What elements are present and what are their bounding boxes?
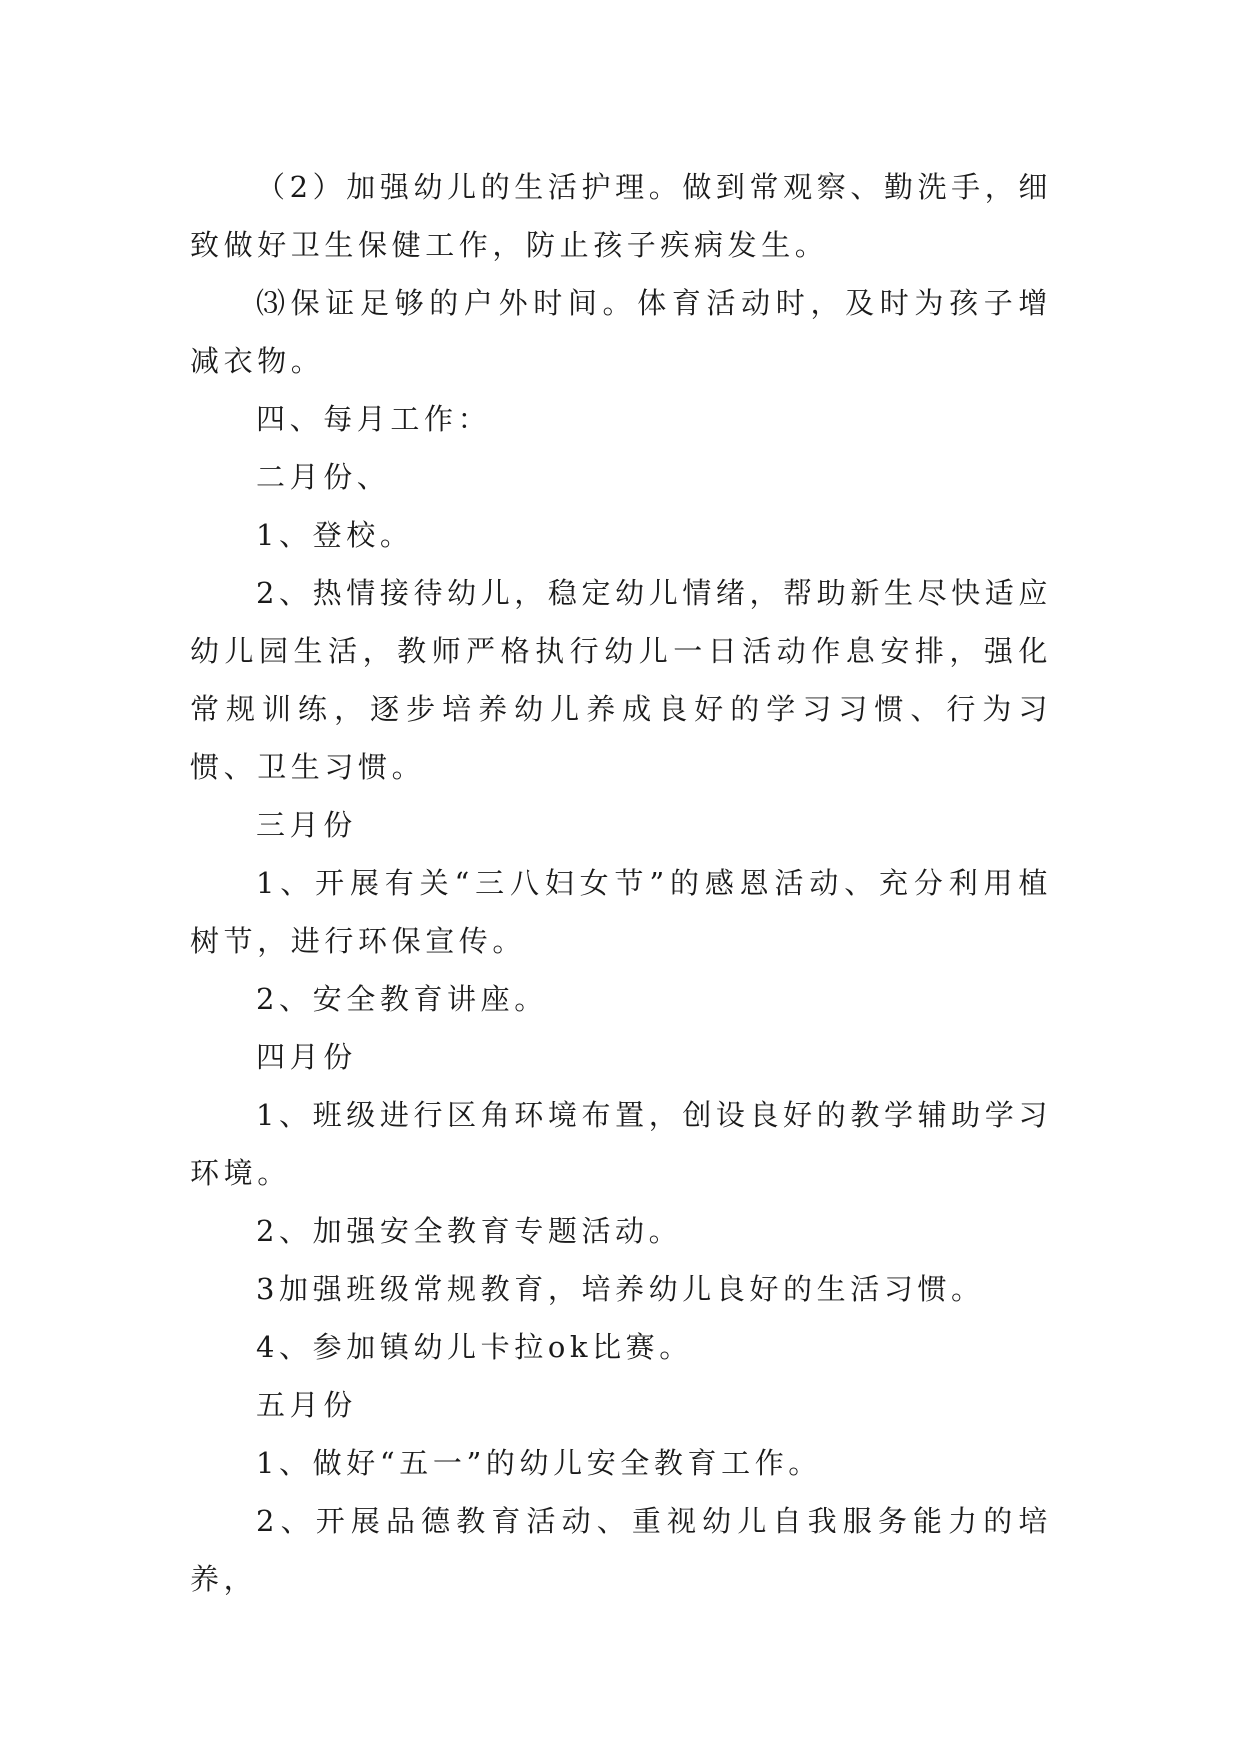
list-item-apr-1: 1、班级进行区角环境布置，创设良好的教学辅助学习环境。 [190, 1098, 1052, 1190]
month-heading-may: 五月份 [256, 1388, 357, 1422]
list-item-apr-2: 2、加强安全教育专题活动。 [256, 1214, 683, 1248]
list-item-mar-2: 2、安全教育讲座。 [256, 982, 548, 1016]
month-heading-march: 三月份 [256, 808, 357, 842]
list-item-feb-2: 2、热情接待幼儿，稳定幼儿情绪，帮助新生尽快适应幼儿园生活，教师严格执行幼儿一日活动作息安排，强化常规训练，逐步培养幼儿养成良好的学习习惯、行为习惯、卫生习惯。 [190, 576, 1052, 784]
document-page [190, 158, 1052, 1608]
list-item-feb-1: 1、登校。 [256, 518, 414, 552]
list-item-apr-4: 4、参加镇幼儿卡拉ok比赛。 [256, 1330, 693, 1364]
paragraph-outdoor-time: ⑶保证足够的户外时间。体育活动时，及时为孩子增减衣物。 [190, 286, 1052, 378]
list-item-apr-3: 3加强班级常规教育，培养幼儿良好的生活习惯。 [256, 1272, 985, 1306]
paragraph-daily-care: （2）加强幼儿的生活护理。做到常观察、勤洗手，细致做好卫生保健工作，防止孩子疾病发生。 [190, 170, 1052, 262]
month-heading-april: 四月份 [256, 1040, 357, 1074]
list-item-may-2: 2、开展品德教育活动、重视幼儿自我服务能力的培养， [190, 1504, 1052, 1596]
section-heading-monthly-work: 四、每月工作： [256, 402, 492, 436]
list-item-may-1: 1、做好“五一”的幼儿安全教育工作。 [256, 1446, 822, 1480]
list-item-mar-1: 1、开展有关“三八妇女节”的感恩活动、充分利用植树节，进行环保宣传。 [190, 866, 1052, 958]
month-heading-february: 二月份、 [256, 460, 391, 494]
